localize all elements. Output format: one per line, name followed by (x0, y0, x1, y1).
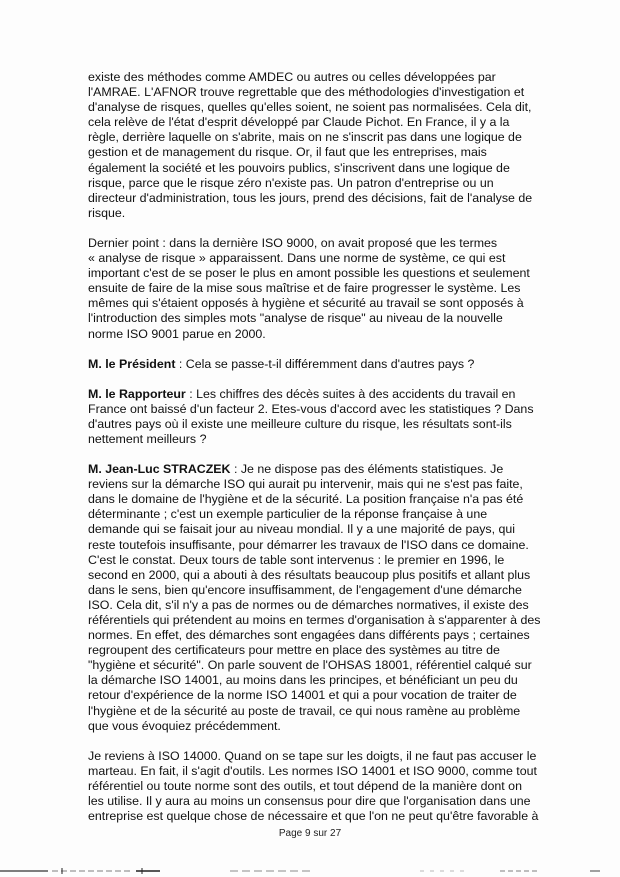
line-text: second en 2000, qui a abouti à des résultats beaucoup plus positifs et allant plus (88, 567, 531, 582)
line-text: normes. En effet, des démarches sont engagées dans différents pays ; certaines (88, 628, 530, 643)
line-text: directeur d'administration, tous les jours, prend des décisions, fait de l'analyse de (88, 190, 533, 205)
line-text: marteau. En fait, il s'agit d'outils. Les normes ISO 14001 et ISO 9000, comme tout (88, 763, 537, 778)
line-text: regroupent des certificateurs pour mettre en place des systèmes au titre de (88, 643, 500, 658)
text-line (88, 327, 533, 342)
text-line (88, 266, 533, 281)
speaker-name: M. le Président (88, 356, 176, 371)
text-line (88, 779, 533, 794)
text-line (88, 598, 533, 613)
line-text: ISO. Cela dit, s'il n'y a pas de normes ou de démarches normatives, il existe des (88, 597, 529, 612)
line-text: l'AMRAE. L'AFNOR trouve regrettable que des méthodologies d'investigation et (88, 85, 525, 100)
text-line (88, 357, 533, 372)
line-text: gestion et de management du risque. Or, il faut que les entreprises, mais (88, 145, 487, 160)
text-line (88, 719, 533, 734)
line-text: règle, derrière laquelle on s'abrite, mais on ne s'inscrit pas dans une logique de (88, 130, 522, 145)
text-line (88, 553, 533, 568)
line-text: : Cela se passe-t-il différemment dans d'autres pays ? (175, 356, 475, 371)
line-text: d'analyse de risques, quelles qu'elles soient, ne soient pas normalisées. Cela dit, (88, 100, 532, 115)
text-line (88, 794, 533, 809)
line-text: dans le sens, bien qu'encore insuffisamment, de l'engagement d'une démarche (88, 582, 522, 597)
text-line (88, 115, 533, 130)
line-text: cela relève de l'état d'esprit développé par Claude Pichot. En France, il y a la (88, 115, 510, 130)
text-line (88, 462, 533, 477)
line-text: C'est le constat. Deux tours de table sont intervenus : le premier en 1996, le (88, 552, 505, 567)
text-line (88, 161, 533, 176)
scan-edge-artifact (0, 868, 620, 874)
line-text: demande qui se faisait jour au niveau mondial. Il y a une majorité de pays, qui (88, 522, 516, 537)
text-line (88, 70, 533, 85)
line-text: l'introduction des simples mots "analyse de risque" au niveau de la nouvelle (88, 311, 503, 326)
line-text: Dernier point : dans la dernière ISO 9000, on avait proposé que les termes (88, 235, 498, 250)
text-line (88, 704, 533, 719)
text-line (88, 538, 533, 553)
text-line (88, 130, 533, 145)
line-text: également la société et les pouvoirs publics, s'inscrivent dans une logique de (88, 160, 510, 175)
line-text: important c'est de se poser le plus en amont possible les questions et seulement (88, 266, 530, 281)
line-text: l'hygiène et de la sécurité au poste de travail, ce qui nous ramène au problème (88, 703, 521, 718)
text-line (88, 492, 533, 507)
text-line (88, 85, 533, 100)
text-line (88, 387, 533, 402)
text-line (88, 176, 533, 191)
text-line (88, 477, 533, 492)
line-text: risque, parce que le risque zéro n'existe pas. Un patron d'entreprise ou un (88, 175, 494, 190)
line-text: : Les chiffres des décès suites à des accidents du travail en (185, 386, 516, 401)
line-text: reste toutefois insuffisante, pour démarrer les travaux de l'ISO dans ce domaine. (88, 537, 529, 552)
text-line (88, 673, 533, 688)
text-line (88, 206, 533, 221)
text-line (88, 402, 533, 417)
text-line (88, 613, 541, 628)
line-text: mêmes qui s'étaient opposés à hygiène et sécurité au travail se sont opposés à (88, 296, 524, 311)
line-text: référentiels qui prétendent au moins en termes d'organisation à s'apparenter à des (88, 613, 541, 627)
speech-paragraph (88, 462, 541, 734)
text-line (88, 763, 537, 779)
line-text: référentiel ou toute norme sont des outils, et tout dépend de la manière dont on (88, 778, 522, 793)
text-line (88, 191, 533, 206)
text-line (88, 809, 539, 824)
line-text: norme ISO 9001 parue en 2000. (88, 326, 266, 341)
line-text: France ont baissé d'un facteur 2. Etes-vous d'accord avec les statistiques ? Dans (88, 401, 534, 416)
line-text: : Je ne dispose pas des éléments statistiques. Je (230, 462, 504, 477)
text-line (88, 145, 533, 160)
line-text: déterminante ; c'est un exemple particulier de la réponse française à une (88, 507, 488, 522)
text-line (88, 311, 533, 326)
line-text: risque. (88, 205, 126, 220)
line-text: les utilise. Il y aura au moins un consensus pour dire que l'organisation dans une (88, 794, 531, 809)
page-number: Page 9 sur 27 (278, 828, 342, 839)
text-line (88, 507, 533, 522)
line-text: dans le domaine de l'hygiène et de la sécurité. La position française n'a pas été (88, 492, 524, 507)
line-text: « analyse de risque » apparaissent. Dans une norme de système, ce qui est (88, 251, 506, 266)
document-body (88, 70, 541, 839)
line-text: que vous évoquiez précédemment. (88, 718, 281, 733)
text-line (88, 236, 533, 251)
line-text: la démarche ISO 14001, au moins dans les principes, et bénéficiant un peu du (88, 673, 518, 688)
text-line (88, 688, 533, 703)
speech-paragraph (88, 357, 533, 372)
line-text: nettement meilleurs ? (88, 431, 207, 446)
text-line (88, 417, 533, 432)
line-text: ensuite de faire de la mise sous maîtrise et de faire progresser le système. Les (88, 281, 521, 296)
text-line (88, 281, 533, 296)
line-text: d'autres pays où il existe une meilleure culture du risque, les résultats sont-ils (88, 416, 512, 431)
speaker-name: M. le Rapporteur (88, 386, 186, 401)
speech-paragraph (88, 387, 533, 447)
speaker-name: M. Jean-Luc STRACZEK (88, 462, 231, 477)
line-text: existe des méthodes comme AMDEC ou autres ou celles développées par (88, 70, 496, 84)
text-paragraph (88, 70, 533, 221)
line-text: Je reviens à ISO 14000. Quand on se tape sur les doigts, il ne faut pas accuser le (88, 748, 537, 763)
text-line (88, 748, 537, 764)
text-line (88, 296, 533, 311)
line-text: entreprise est quelque chose de nécessaire et que l'on ne peut qu'être favorable à (88, 809, 539, 824)
text-paragraph (88, 748, 539, 824)
text-line (88, 100, 533, 115)
scan-edge-artifact-graphic (0, 868, 620, 874)
text-line (88, 643, 533, 658)
text-line (88, 628, 533, 643)
text-line (88, 251, 533, 266)
text-line (88, 568, 533, 583)
text-line (88, 583, 533, 598)
text-paragraph (88, 236, 533, 342)
line-text: "hygiène et sécurité". On parle souvent de l'OHSAS 18001, référentiel calqué sur (88, 658, 532, 673)
text-line (88, 658, 533, 673)
text-line (88, 432, 533, 447)
text-line (88, 522, 533, 537)
line-text: retour d'expérience de la norme ISO 14001 et qui a pour vocation de traiter de (88, 688, 517, 703)
line-text: reviens sur la démarche ISO qui aurait pu intervenir, mais qui ne s'est pas faite, (88, 477, 523, 492)
